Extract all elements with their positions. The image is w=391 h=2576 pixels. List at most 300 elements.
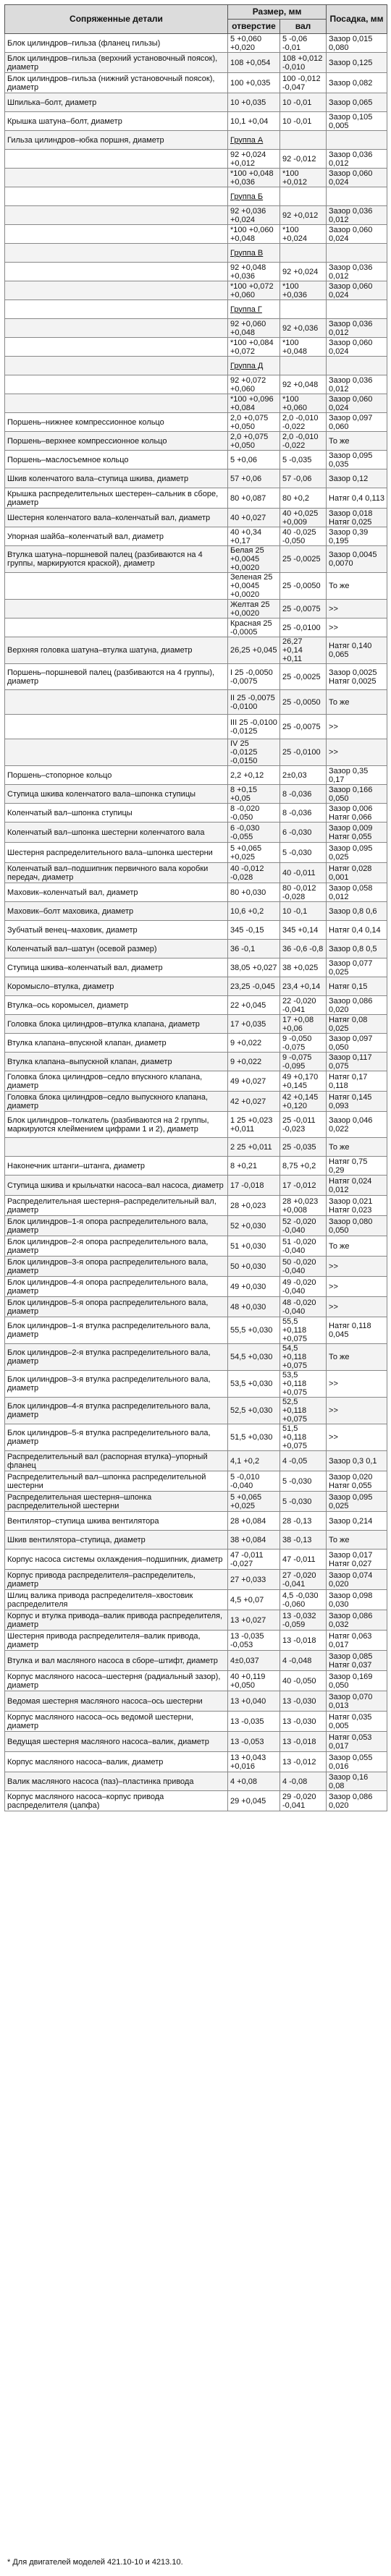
hole-cell: 29 +0,045 xyxy=(228,1791,280,1811)
shaft-cell: 53,5 +0,118 +0,075 xyxy=(280,1371,327,1398)
shaft-cell xyxy=(280,357,327,375)
hole-cell: 345 -0,15 xyxy=(228,921,280,940)
part-cell: Шлиц валика привода распределителя–хвостовик распределителя xyxy=(5,1590,228,1610)
fit-cell: Зазор 0,082 xyxy=(327,73,387,93)
table-row xyxy=(5,375,387,394)
part-cell: Зубчатый венец–маховик, диаметр xyxy=(5,921,228,940)
table-row xyxy=(5,715,387,739)
part-cell: Поршень–стопорное кольцо xyxy=(5,766,228,785)
table-row xyxy=(5,1196,387,1216)
hole-cell: 5 +0,065 +0,025 xyxy=(228,1492,280,1512)
hole-cell: Группа Г xyxy=(228,300,280,319)
header-shaft: вал xyxy=(280,20,327,34)
shaft-cell: 8 -0,036 xyxy=(280,785,327,804)
fit-cell: Натяг 0,4 0,113 xyxy=(327,488,387,509)
shaft-cell: 51 -0,020 -0,040 xyxy=(280,1236,327,1257)
hole-cell: 92 +0,024 +0,012 xyxy=(228,150,280,169)
fit-cell: >> xyxy=(327,619,387,637)
shaft-cell xyxy=(280,187,327,206)
table-row xyxy=(5,940,387,958)
table-row xyxy=(5,690,387,715)
table-row xyxy=(5,1471,387,1492)
fit-cell xyxy=(327,357,387,375)
fit-cell: Натяг 0,75 0,29 xyxy=(327,1157,387,1176)
table-row xyxy=(5,1236,387,1257)
fit-cell: Зазор 0,070 0,013 xyxy=(327,1691,387,1712)
hole-cell: 4,1 +0,2 xyxy=(228,1451,280,1471)
hole-cell: 10,1 +0,04 xyxy=(228,112,280,131)
hole-cell: 9 +0,022 xyxy=(228,1034,280,1053)
fit-cell: Зазор 0,036 0,012 xyxy=(327,206,387,225)
shaft-cell: 10 -0,1 xyxy=(280,902,327,921)
hole-cell: Группа А xyxy=(228,131,280,150)
hole-cell: Группа Д xyxy=(228,357,280,375)
hole-cell: 47 -0,011 -0,027 xyxy=(228,1550,280,1570)
shaft-cell: 40 +0,025 +0,009 xyxy=(280,509,327,527)
part-cell: Шестерня распределительного вала–шпонка шестерни xyxy=(5,843,228,863)
hole-cell: 8 +0,15 +0,05 xyxy=(228,785,280,804)
table-row xyxy=(5,1053,387,1071)
hole-cell: Группа В xyxy=(228,244,280,263)
table-row xyxy=(5,902,387,921)
fit-cell: Зазор 0,085 Натяг 0,037 xyxy=(327,1651,387,1671)
fit-cell: Зазор 0,021 Натяг 0,023 xyxy=(327,1196,387,1216)
shaft-cell: 9 -0,050 -0,075 xyxy=(280,1034,327,1053)
shaft-cell: 51,5 +0,118 +0,075 xyxy=(280,1424,327,1451)
fit-cell xyxy=(327,131,387,150)
table-row xyxy=(5,300,387,319)
fit-cell xyxy=(327,244,387,263)
part-cell xyxy=(5,150,228,169)
hole-cell: 5 +0,06 xyxy=(228,451,280,469)
shaft-cell: 13 -0,012 xyxy=(280,1752,327,1772)
table-row xyxy=(5,1071,387,1092)
fit-cell: Зазор 0,018 Натяг 0,025 xyxy=(327,509,387,527)
fit-cell: То же xyxy=(327,1531,387,1550)
shaft-cell: 52,5 +0,118 +0,075 xyxy=(280,1398,327,1424)
hole-cell: 4,5 +0,07 xyxy=(228,1590,280,1610)
fit-cell: Зазор 0,036 0,012 xyxy=(327,319,387,338)
part-cell xyxy=(5,600,228,619)
shaft-cell: 49 -0,020 -0,040 xyxy=(280,1277,327,1297)
fit-cell: >> xyxy=(327,1398,387,1424)
part-cell xyxy=(5,263,228,281)
fit-cell: Зазор 0,3 0,1 xyxy=(327,1451,387,1471)
shaft-cell: 92 +0,024 xyxy=(280,263,327,281)
hole-cell: 17 -0,018 xyxy=(228,1176,280,1196)
fit-cell: Натяг 0,140 0,065 xyxy=(327,637,387,664)
part-cell: Вентилятор–ступица шкива вентилятора xyxy=(5,1512,228,1531)
shaft-cell: 25 -0,035 xyxy=(280,1138,327,1157)
fit-cell: Зазор 0,095 0,025 xyxy=(327,843,387,863)
fits-table xyxy=(4,4,387,1811)
part-cell: Наконечник штанги–штанга, диаметр xyxy=(5,1157,228,1176)
shaft-cell: 10 -0,01 xyxy=(280,112,327,131)
fit-cell: Натяг 0,17 0,118 xyxy=(327,1071,387,1092)
table-row xyxy=(5,1092,387,1112)
shaft-cell: 4 -0,05 xyxy=(280,1451,327,1471)
fit-cell: Зазор 0,098 0,030 xyxy=(327,1590,387,1610)
shaft-cell: 40 -0,050 xyxy=(280,1671,327,1691)
hole-cell: 4±0,037 xyxy=(228,1651,280,1671)
table-row xyxy=(5,766,387,785)
shaft-cell: 55,5 +0,118 +0,075 xyxy=(280,1317,327,1344)
table-row xyxy=(5,319,387,338)
hole-cell: 57 +0,06 xyxy=(228,469,280,488)
fit-cell: Натяг 0,15 xyxy=(327,977,387,996)
shaft-cell: 52 -0,020 -0,040 xyxy=(280,1216,327,1236)
part-cell: Коленчатый вал–подшипник первичного вала коробки передач, диаметр xyxy=(5,863,228,883)
part-cell: Блок цилиндров–1-я втулка распределительного вала, диаметр xyxy=(5,1317,228,1344)
hole-cell: 2,0 +0,075 +0,050 xyxy=(228,432,280,451)
table-row xyxy=(5,1732,387,1752)
table-row xyxy=(5,1610,387,1631)
table-row xyxy=(5,53,387,73)
table-row xyxy=(5,34,387,53)
fit-cell: Зазор 0,095 0,025 xyxy=(327,1492,387,1512)
hole-cell: 2,2 +0,12 xyxy=(228,766,280,785)
part-cell xyxy=(5,187,228,206)
table-row xyxy=(5,1257,387,1277)
shaft-cell: 13 -0,030 xyxy=(280,1691,327,1712)
part-cell: Валик масляного насоса (паз)–пластинка привода xyxy=(5,1772,228,1791)
table-row xyxy=(5,150,387,169)
part-cell xyxy=(5,690,228,715)
part-cell xyxy=(5,357,228,375)
part-cell: Гильза цилиндров–юбка поршня, диаметр xyxy=(5,131,228,150)
hole-cell: 38 +0,084 xyxy=(228,1531,280,1550)
shaft-cell: 49 +0,170 +0,145 xyxy=(280,1071,327,1092)
table-row xyxy=(5,1512,387,1531)
shaft-cell: 22 -0,020 -0,041 xyxy=(280,996,327,1015)
table-row xyxy=(5,1398,387,1424)
hole-cell: 13 -0,035 xyxy=(228,1712,280,1732)
header-parts: Сопряженные детали xyxy=(5,5,228,34)
part-cell: Шкив коленчатого вала–ступица шкива, диаметр xyxy=(5,469,228,488)
part-cell: Блок цилиндров–гильза (верхний установочный поясок), диаметр xyxy=(5,53,228,73)
table-row xyxy=(5,357,387,375)
part-cell: Коленчатый вал–шатун (осевой размер) xyxy=(5,940,228,958)
table-row xyxy=(5,1297,387,1317)
fit-cell: Зазор 0,017 Натяг 0,027 xyxy=(327,1550,387,1570)
fit-cell: Зазор 0,105 0,005 xyxy=(327,112,387,131)
shaft-cell: 25 -0,0050 xyxy=(280,573,327,600)
shaft-cell: 2,0 -0,010 -0,022 xyxy=(280,432,327,451)
fit-cell: Натяг 0,063 0,017 xyxy=(327,1631,387,1651)
fit-cell: Зазор 0,169 0,050 xyxy=(327,1671,387,1691)
hole-cell: 23,25 -0,045 xyxy=(228,977,280,996)
shaft-cell: 57 -0,06 xyxy=(280,469,327,488)
hole-cell: 9 +0,022 xyxy=(228,1053,280,1071)
shaft-cell: 80 +0,2 xyxy=(280,488,327,509)
shaft-cell: 25 -0,011 -0,023 xyxy=(280,1112,327,1138)
part-cell: Ведомая шестерня масляного насоса–ось шестерни xyxy=(5,1691,228,1712)
fit-cell: Зазор 0,055 0,016 xyxy=(327,1752,387,1772)
part-cell xyxy=(5,394,228,413)
hole-cell: 42 +0,027 xyxy=(228,1092,280,1112)
hole-cell: *100 +0,048 +0,036 xyxy=(228,169,280,187)
hole-cell: 13 +0,027 xyxy=(228,1610,280,1631)
table-row xyxy=(5,1034,387,1053)
header-fit: Посадка, мм xyxy=(327,5,387,34)
hole-cell: 52 +0,030 xyxy=(228,1216,280,1236)
shaft-cell: 25 -0,0025 xyxy=(280,546,327,573)
fit-cell: Зазор 0,0045 0,0070 xyxy=(327,546,387,573)
hole-cell: 2,0 +0,075 +0,050 xyxy=(228,413,280,432)
fit-cell: То же xyxy=(327,690,387,715)
table-row xyxy=(5,1671,387,1691)
table-row xyxy=(5,1752,387,1772)
table-row xyxy=(5,977,387,996)
shaft-cell: 92 -0,012 xyxy=(280,150,327,169)
part-cell: Крышка шатуна–болт, диаметр xyxy=(5,112,228,131)
shaft-cell: 5 -0,035 xyxy=(280,451,327,469)
fit-cell: Зазор 0,058 0,012 xyxy=(327,883,387,902)
hole-cell: 92 +0,060 +0,048 xyxy=(228,319,280,338)
table-row xyxy=(5,804,387,822)
fit-cell: Зазор 0,125 xyxy=(327,53,387,73)
fit-cell: Зазор 0,060 0,024 xyxy=(327,394,387,413)
table-row xyxy=(5,619,387,637)
table-row xyxy=(5,546,387,573)
part-cell: Ступица шкива–коленчатый вал, диаметр xyxy=(5,958,228,977)
part-cell: Блок цилиндров–2-я втулка распределительного вала, диаметр xyxy=(5,1344,228,1371)
table-row xyxy=(5,958,387,977)
hole-cell: III 25 -0,0100 -0,0125 xyxy=(228,715,280,739)
fit-cell: Зазор 0,015 0,080 xyxy=(327,34,387,53)
hole-cell: 8 +0,21 xyxy=(228,1157,280,1176)
part-cell: Блок цилиндров–5-я втулка распределительного вала, диаметр xyxy=(5,1424,228,1451)
fit-cell: Зазор 0,060 0,024 xyxy=(327,338,387,357)
fit-cell: Зазор 0,8 0,6 xyxy=(327,902,387,921)
fit-cell: Зазор 0,074 0,020 xyxy=(327,1570,387,1590)
shaft-cell: 25 -0,0025 xyxy=(280,664,327,690)
shaft-cell: 6 -0,030 xyxy=(280,822,327,843)
table-row xyxy=(5,1791,387,1811)
hole-cell: 40 -0,012 -0,028 xyxy=(228,863,280,883)
shaft-cell: 25 -0,0075 xyxy=(280,715,327,739)
fit-cell: Зазор 0,006 Натяг 0,066 xyxy=(327,804,387,822)
hole-cell: 8 -0,020 -0,050 xyxy=(228,804,280,822)
fit-cell: Натяг 0,08 0,025 xyxy=(327,1015,387,1034)
part-cell xyxy=(5,225,228,244)
part-cell xyxy=(5,300,228,319)
shaft-cell: 28 -0,13 xyxy=(280,1512,327,1531)
shaft-cell: 23,4 +0,14 xyxy=(280,977,327,996)
part-cell: Поршень–нижнее компрессионное кольцо xyxy=(5,413,228,432)
shaft-cell: 92 +0,048 xyxy=(280,375,327,394)
part-cell xyxy=(5,619,228,637)
hole-cell: 4 +0,08 xyxy=(228,1772,280,1791)
hole-cell: 13 +0,040 xyxy=(228,1691,280,1712)
hole-cell: *100 +0,072 +0,060 xyxy=(228,281,280,300)
part-cell: Верхняя головка шатуна–втулка шатуна, диаметр xyxy=(5,637,228,664)
shaft-cell: 27 -0,020 -0,041 xyxy=(280,1570,327,1590)
part-cell: Втулка клапана–впускной клапан, диаметр xyxy=(5,1034,228,1053)
shaft-cell: *100 +0,036 xyxy=(280,281,327,300)
part-cell: Головка блока цилиндров–втулка клапана, диаметр xyxy=(5,1015,228,1034)
part-cell: Поршень–поршневой палец (разбиваются на 4 группы), диаметр xyxy=(5,664,228,690)
part-cell: Блок цилиндров–2-я опора распределительного вала, диаметр xyxy=(5,1236,228,1257)
hole-cell: 6 -0,030 -0,055 xyxy=(228,822,280,843)
part-cell: Коленчатый вал–шпонка шестерни коленчатого вала xyxy=(5,822,228,843)
fit-cell: То же xyxy=(327,1236,387,1257)
table-row xyxy=(5,1157,387,1176)
shaft-cell: 26,27 +0,14 +0,11 xyxy=(280,637,327,664)
hole-cell: 13 +0,043 +0,016 xyxy=(228,1752,280,1772)
shaft-cell: *100 +0,012 xyxy=(280,169,327,187)
fit-cell: Зазор 0,086 0,020 xyxy=(327,996,387,1015)
table-row xyxy=(5,1631,387,1651)
hole-cell: 49 +0,030 xyxy=(228,1277,280,1297)
shaft-cell: 10 -0,01 xyxy=(280,93,327,112)
table-row xyxy=(5,1138,387,1157)
hole-cell: 49 +0,027 xyxy=(228,1071,280,1092)
part-cell xyxy=(5,739,228,766)
shaft-cell: 5 -0,030 xyxy=(280,1492,327,1512)
fit-cell: Зазор 0,39 0,195 xyxy=(327,527,387,546)
table-row xyxy=(5,1371,387,1398)
table-row xyxy=(5,637,387,664)
fit-cell: То же xyxy=(327,1138,387,1157)
fit-cell: Зазор 0,086 0,032 xyxy=(327,1610,387,1631)
part-cell: Ведущая шестерня масляного насоса–валик, диаметр xyxy=(5,1732,228,1752)
hole-cell: 13 -0,053 xyxy=(228,1732,280,1752)
hole-cell: *100 +0,084 +0,072 xyxy=(228,338,280,357)
part-cell: Блок цилиндров–4-я втулка распределительного вала, диаметр xyxy=(5,1398,228,1424)
part-cell: Втулка шатуна–поршневой палец (разбиваются на 4 группы, маркируются краской), диаметр xyxy=(5,546,228,573)
table-row xyxy=(5,1651,387,1671)
fit-cell: Натяг 0,4 0,14 xyxy=(327,921,387,940)
shaft-cell: 108 +0,012 -0,010 xyxy=(280,53,327,73)
shaft-cell: 4 -0,048 xyxy=(280,1651,327,1671)
shaft-cell: 9 -0,075 -0,095 xyxy=(280,1053,327,1071)
header-size: Размер, мм xyxy=(228,5,327,20)
shaft-cell: 54,5 +0,118 +0,075 xyxy=(280,1344,327,1371)
hole-cell: 55,5 +0,030 xyxy=(228,1317,280,1344)
shaft-cell: 92 +0,036 xyxy=(280,319,327,338)
part-cell: Корпус масляного насоса–корпус привода распределителя (цапфа) xyxy=(5,1791,228,1811)
hole-cell: 2 25 +0,011 xyxy=(228,1138,280,1157)
fit-cell: Зазор 0,036 0,012 xyxy=(327,150,387,169)
part-cell: Коленчатый вал–шпонка ступицы xyxy=(5,804,228,822)
fit-cell: Зазор 0,080 0,050 xyxy=(327,1216,387,1236)
hole-cell: I 25 -0,0050 -0,0075 xyxy=(228,664,280,690)
shaft-cell: 25 -0,0075 xyxy=(280,600,327,619)
hole-cell: 92 +0,048 +0,036 xyxy=(228,263,280,281)
shaft-cell xyxy=(280,131,327,150)
fit-cell: Натяг 0,035 0,005 xyxy=(327,1712,387,1732)
fit-cell: Натяг 0,028 0,001 xyxy=(327,863,387,883)
part-cell: Распределительная шестерня–шпонка распределительной шестерни xyxy=(5,1492,228,1512)
shaft-cell: 5 -0,06 -0,01 xyxy=(280,34,327,53)
table-row xyxy=(5,921,387,940)
part-cell: Блок цилиндров–гильза (фланец гильзы) xyxy=(5,34,228,53)
fit-cell: Зазор 0,046 0,022 xyxy=(327,1112,387,1138)
table-row xyxy=(5,1550,387,1570)
part-cell: Головка блока цилиндров–седло выпускного клапана, диаметр xyxy=(5,1092,228,1112)
shaft-cell: 2,0 -0,010 -0,022 xyxy=(280,413,327,432)
hole-cell: 80 +0,087 xyxy=(228,488,280,509)
table-row xyxy=(5,338,387,357)
hole-cell: 92 +0,036 +0,024 xyxy=(228,206,280,225)
fit-cell: Зазор 0,097 0,060 xyxy=(327,413,387,432)
part-cell: Блок цилиндров–5-я опора распределительного вала, диаметр xyxy=(5,1297,228,1317)
fit-cell: Зазор 0,060 0,024 xyxy=(327,225,387,244)
table-row xyxy=(5,1691,387,1712)
fit-cell: Натяг 0,118 0,045 xyxy=(327,1317,387,1344)
table-row xyxy=(5,664,387,690)
part-cell: Корпус масляного насоса–шестерня (радиальный зазор), диаметр xyxy=(5,1671,228,1691)
table-row xyxy=(5,394,387,413)
hole-cell: 5 +0,060 +0,020 xyxy=(228,34,280,53)
table-row xyxy=(5,432,387,451)
hole-cell: 28 +0,023 xyxy=(228,1196,280,1216)
hole-cell: 108 +0,054 xyxy=(228,53,280,73)
shaft-cell: 50 -0,020 -0,040 xyxy=(280,1257,327,1277)
hole-cell: Красная 25 -0,0005 xyxy=(228,619,280,637)
fit-cell xyxy=(327,300,387,319)
shaft-cell: 40 -0,025 -0,050 xyxy=(280,527,327,546)
hole-cell: IV 25 -0,0125 -0,0150 xyxy=(228,739,280,766)
header-hole: отверстие xyxy=(228,20,280,34)
table-row xyxy=(5,785,387,804)
fit-cell: Зазор 0,117 0,075 xyxy=(327,1053,387,1071)
table-body xyxy=(5,34,387,1811)
hole-cell: 48 +0,030 xyxy=(228,1297,280,1317)
hole-cell: 38,05 +0,027 xyxy=(228,958,280,977)
fit-cell: >> xyxy=(327,1277,387,1297)
table-row xyxy=(5,843,387,863)
shaft-cell: 47 -0,011 xyxy=(280,1550,327,1570)
table-row xyxy=(5,1492,387,1512)
hole-cell: *100 +0,060 +0,048 xyxy=(228,225,280,244)
shaft-cell: 25 -0,0100 xyxy=(280,739,327,766)
part-cell: Блок цилиндров–4-я опора распределительного вала, диаметр xyxy=(5,1277,228,1297)
table-row xyxy=(5,244,387,263)
table-row xyxy=(5,822,387,843)
table-row xyxy=(5,1015,387,1034)
shaft-cell: 4,5 -0,030 -0,060 xyxy=(280,1590,327,1610)
fit-cell: Зазор 0,060 0,024 xyxy=(327,169,387,187)
hole-cell: 40 +0,027 xyxy=(228,509,280,527)
fit-cell: Зазор 0,036 0,012 xyxy=(327,375,387,394)
table-row xyxy=(5,1570,387,1590)
shaft-cell: 4 -0,08 xyxy=(280,1772,327,1791)
hole-cell: Зеленая 25 +0,0045 +0,0020 xyxy=(228,573,280,600)
shaft-cell xyxy=(280,244,327,263)
shaft-cell xyxy=(280,300,327,319)
hole-cell: 53,5 +0,030 xyxy=(228,1371,280,1398)
shaft-cell: 42 +0,145 +0,120 xyxy=(280,1092,327,1112)
fit-cell: Зазор 0,097 0,050 xyxy=(327,1034,387,1053)
table-row xyxy=(5,1772,387,1791)
hole-cell: 40 +0,34 +0,17 xyxy=(228,527,280,546)
shaft-cell: 48 -0,020 -0,040 xyxy=(280,1297,327,1317)
fit-cell: То же xyxy=(327,432,387,451)
table-row xyxy=(5,600,387,619)
part-cell: Головка блока цилиндров–седло впускного клапана, диаметр xyxy=(5,1071,228,1092)
table-row xyxy=(5,863,387,883)
part-cell: Шпилька–болт, диаметр xyxy=(5,93,228,112)
part-cell: Шестерня привода распределителя–валик привода, диаметр xyxy=(5,1631,228,1651)
hole-cell: 10,6 +0,2 xyxy=(228,902,280,921)
part-cell xyxy=(5,206,228,225)
table-row xyxy=(5,1112,387,1138)
shaft-cell: 5 -0,030 xyxy=(280,843,327,863)
part-cell: Распределительный вал (распорная втулка)–упорный фланец xyxy=(5,1451,228,1471)
table-row xyxy=(5,1451,387,1471)
